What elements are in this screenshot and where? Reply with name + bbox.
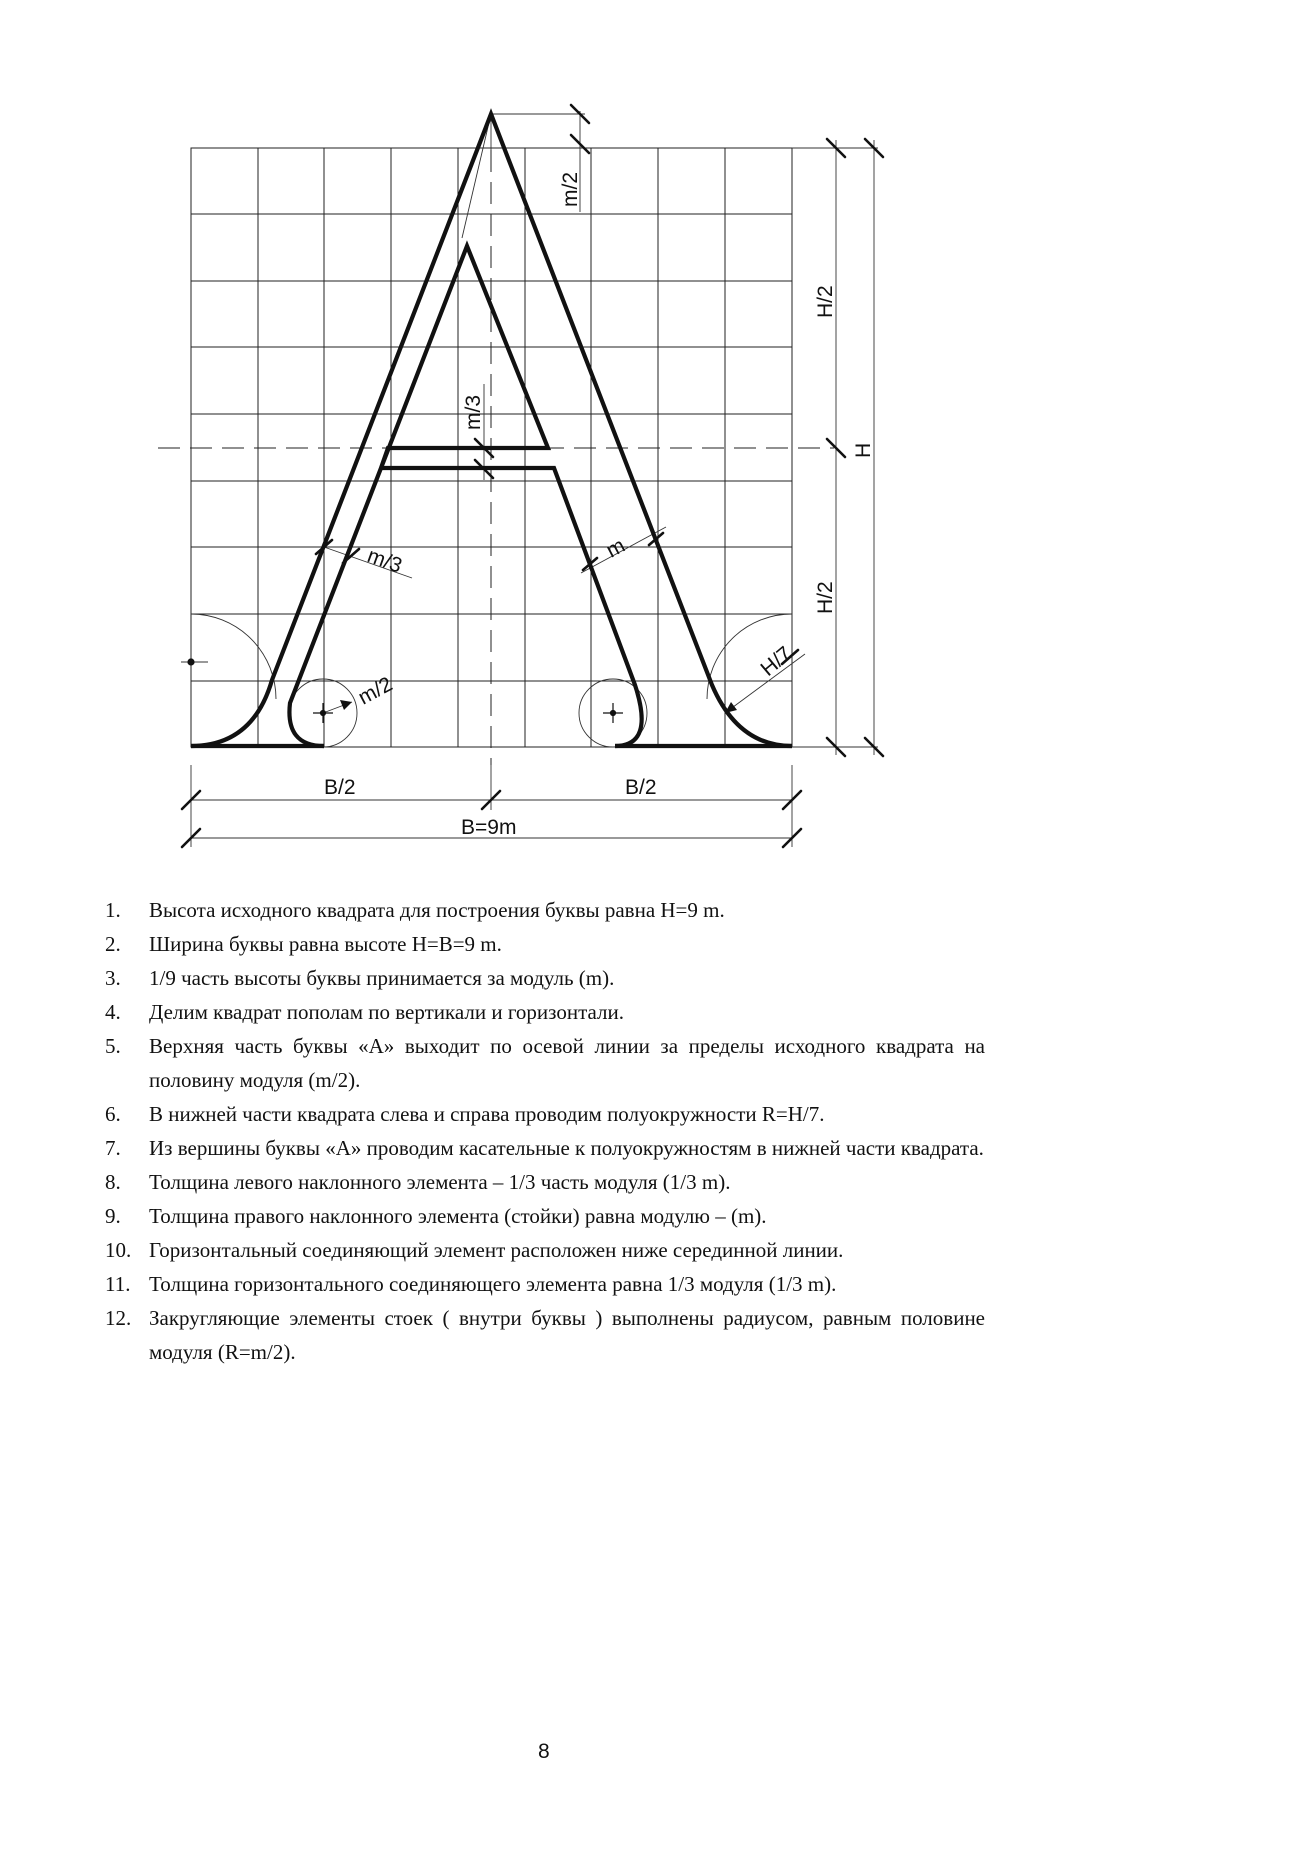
label-m-half-top: m/2	[559, 171, 582, 207]
rule-text: Высота исходного квадрата для построения буквы равна Н=9 m.	[149, 898, 725, 922]
label-h-half-upper: H/2	[814, 285, 837, 318]
label-m-third-crossbar: m/3	[462, 394, 485, 430]
rule-number: 12.	[105, 1306, 132, 1330]
construction-rules-list	[105, 893, 985, 1369]
label-m-third-left: m/3	[364, 544, 406, 578]
rule-number: 9.	[105, 1204, 121, 1228]
rule-number: 1.	[105, 898, 121, 922]
rule-item	[105, 927, 985, 961]
label-m-half-radius: m/2	[354, 672, 397, 710]
rule-number: 11.	[105, 1272, 131, 1296]
rule-text: В нижней части квадрата слева и справа проводим полуокружности R=H/7.	[149, 1102, 825, 1126]
rule-text: Закругляющие элементы стоек ( внутри буквы ) выполнены радиусом, равным половине модуля (R=m/2).	[149, 1306, 985, 1364]
label-h-seventh: H/7	[756, 642, 797, 681]
center-markers	[188, 659, 623, 723]
rule-number: 4.	[105, 1000, 121, 1024]
page-number: 8	[538, 1740, 550, 1763]
rule-text: Толщина горизонтального соединяющего элемента равна 1/3 модуля (1/3 m).	[149, 1272, 837, 1296]
rule-number: 7.	[105, 1136, 121, 1160]
rule-number: 10.	[105, 1238, 132, 1262]
construction-lines	[181, 111, 878, 847]
label-m-right: m	[602, 533, 629, 563]
rule-item	[105, 1233, 985, 1267]
rule-item	[105, 1131, 985, 1165]
rule-item	[105, 1301, 985, 1369]
rule-text: Горизонтальный соединяющий элемент расположен ниже серединной линии.	[149, 1238, 844, 1262]
rule-item	[105, 1097, 985, 1131]
letter-a-construction-drawing	[0, 0, 1100, 880]
rule-number: 6.	[105, 1102, 121, 1126]
label-b-half-left: B/2	[324, 776, 356, 799]
rule-number: 2.	[105, 932, 121, 956]
rule-item	[105, 961, 985, 995]
rule-item	[105, 1267, 985, 1301]
center-axes	[158, 150, 834, 765]
rule-text: Толщина левого наклонного элемента – 1/3 часть модуля (1/3 m).	[149, 1170, 731, 1194]
rule-number: 3.	[105, 966, 121, 990]
label-b-half-right: B/2	[625, 776, 657, 799]
rule-item	[105, 1029, 985, 1097]
label-b-total: B=9m	[461, 816, 517, 839]
rule-text: Делим квадрат пополам по вертикали и горизонтали.	[149, 1000, 624, 1024]
label-h-total: H	[852, 442, 875, 458]
rule-text: Толщина правого наклонного элемента (стойки) равна модулю – (m).	[149, 1204, 767, 1228]
rule-item	[105, 995, 985, 1029]
rule-item	[105, 1199, 985, 1233]
rule-item	[105, 893, 985, 927]
rule-text: 1/9 часть высоты буквы принимается за модуль (m).	[149, 966, 615, 990]
rule-item	[105, 1165, 985, 1199]
rule-number: 5.	[105, 1034, 121, 1058]
rule-number: 8.	[105, 1170, 121, 1194]
rule-text: Ширина буквы равна высоте Н=В=9 m.	[149, 932, 502, 956]
label-h-half-lower: H/2	[814, 581, 837, 614]
radius-arrow	[340, 700, 352, 710]
rule-text: Из вершины буквы «А» проводим касательные к полуокружностям в нижней части квадрата.	[149, 1136, 984, 1160]
rule-text: Верхняя часть буквы «А» выходит по осевой линии за пределы исходного квадрата на половину модуля (m/2).	[149, 1034, 985, 1092]
